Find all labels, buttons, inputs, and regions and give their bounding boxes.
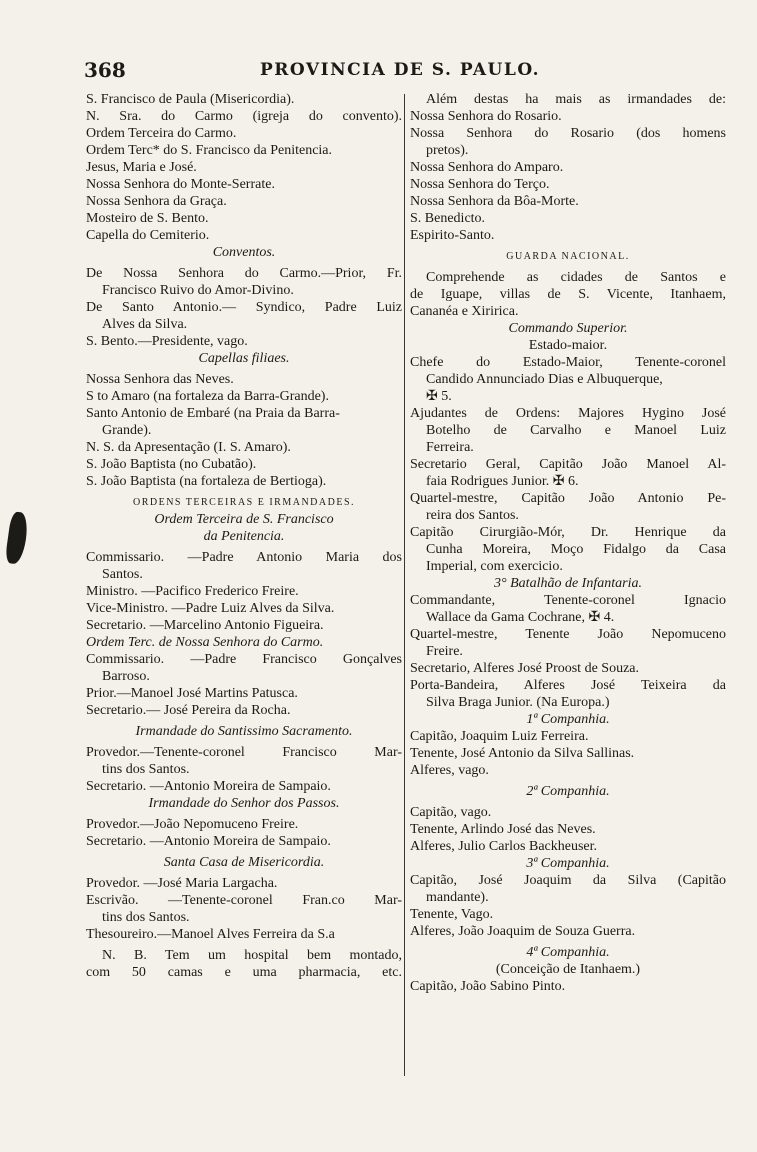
text-line: Capitão, vago. xyxy=(410,805,492,820)
text-line: Ordem Terceira do Carmo. xyxy=(86,126,237,141)
text-line: Chefe do Estado-Maior, Tenente-coronel xyxy=(410,355,726,370)
text-line: Candido Annunciado Dias e Albuquerque, xyxy=(426,372,663,387)
text-line: ORDENS TERCEIRAS E IRMANDADES. xyxy=(132,497,356,508)
text-line: Nossa Senhora das Neves. xyxy=(86,372,234,387)
text-line: Alferes, João Joaquim de Souza Guerra. xyxy=(410,924,636,939)
text-line: Cunha Moreira, Moço Fidalgo da Casa xyxy=(426,542,726,557)
text-line: De Santo Antonio.— Syndico, Padre Luiz xyxy=(86,300,402,315)
text-line: Secretario.— José Pereira da Rocha. xyxy=(86,703,291,718)
text-line: Botelho de Carvalho e Manoel Luiz xyxy=(426,423,726,438)
text-line: Comprehende as cidades de Santos e xyxy=(426,270,726,285)
text-line: S. Francisco de Paula (Misericordia). xyxy=(86,92,295,107)
text-line: 2ª Companhia. xyxy=(526,784,610,799)
text-line: S to Amaro (na fortaleza da Barra-Grande). xyxy=(86,389,329,404)
text-line: Provedor.—João Nepomuceno Freire. xyxy=(86,817,299,832)
text-line: Wallace da Gama Cochrane, ✠ 4. xyxy=(426,610,615,625)
text-line: Capella do Cemiterio. xyxy=(86,228,210,243)
running-title: PROVINCIA DE S. PAULO. xyxy=(260,60,541,80)
text-line: Alferes, vago. xyxy=(410,763,489,778)
text-line: Mosteiro de S. Bento. xyxy=(86,211,209,226)
text-line: ✠ 5. xyxy=(426,389,452,404)
text-line: Barroso. xyxy=(102,669,150,684)
text-line: Commissario. —Padre Francisco Gonçalves xyxy=(86,652,402,667)
text-line: Jesus, Maria e José. xyxy=(86,160,197,175)
text-line: N. S. da Apresentação (I. S. Amaro). xyxy=(86,440,291,455)
text-line: Quartel-mestre, Capitão João Antonio Pe- xyxy=(410,491,726,506)
text-line: Ferreira. xyxy=(426,440,474,455)
text-line: S. João Baptista (no Cubatão). xyxy=(86,457,257,472)
text-line: Nossa Senhora do Amparo. xyxy=(410,160,564,175)
text-line: De Nossa Senhora do Carmo.—Prior, Fr. xyxy=(86,266,402,281)
text-line: Provedor. —José Maria Largacha. xyxy=(86,876,278,891)
text-line: tins dos Santos. xyxy=(102,910,190,925)
text-line: Além destas ha mais as irmandades de: xyxy=(426,92,726,107)
text-line: N. Sra. do Carmo (igreja do convento). xyxy=(86,109,402,124)
text-line: Escrivão. —Tenente-coronel Fran.co Mar- xyxy=(86,893,402,908)
text-line: Estado-maior. xyxy=(528,338,608,353)
text-line: Capitão, Joaquim Luiz Ferreira. xyxy=(410,729,589,744)
text-line: Capitão, José Joaquim da Silva (Capitão xyxy=(410,873,726,888)
text-line: Secretario. —Marcelino Antonio Figueira. xyxy=(86,618,324,633)
text-line: Tenente, Arlindo José das Neves. xyxy=(410,822,596,837)
text-line: Thesoureiro.—Manoel Alves Ferreira da S.a xyxy=(86,927,335,942)
text-line: S. Benedicto. xyxy=(410,211,486,226)
text-line: pretos). xyxy=(426,143,469,158)
text-line: Commissario. —Padre Antonio Maria dos xyxy=(86,550,402,565)
page-number: 368 xyxy=(84,58,126,82)
text-line: Cananéa e Xiririca. xyxy=(410,304,519,319)
text-line: Ordem Terc. de Nossa Senhora do Carmo. xyxy=(86,635,324,650)
text-line: Irmandade do Senhor dos Passos. xyxy=(148,796,340,811)
text-line: Alferes, Julio Carlos Backheuser. xyxy=(410,839,598,854)
text-line: Commando Superior. xyxy=(508,321,628,336)
text-line: Santa Casa de Misericordia. xyxy=(163,855,325,870)
text-line: Espirito-Santo. xyxy=(410,228,495,243)
text-line: Santo Antonio de Embaré (na Praia da Barra- xyxy=(86,406,340,421)
text-line: Tenente, José Antonio da Silva Sallinas. xyxy=(410,746,635,761)
text-line: Nossa Senhora do Monte-Serrate. xyxy=(86,177,275,192)
text-line: GUARDA NACIONAL. xyxy=(506,251,630,262)
text-line: reira dos Santos. xyxy=(426,508,519,523)
text-line: Nossa Senhora do Rosario (dos homens xyxy=(410,126,726,141)
text-line: Ajudantes de Ordens: Majores Hygino José xyxy=(410,406,726,421)
text-line: Secretario. —Antonio Moreira de Sampaio. xyxy=(86,834,331,849)
text-line: Irmandade do Santissimo Sacramento. xyxy=(135,724,353,739)
text-line: Grande). xyxy=(102,423,152,438)
text-line: Commandante, Tenente-coronel Ignacio xyxy=(410,593,726,608)
text-line: Nossa Senhora do Terço. xyxy=(410,177,550,192)
text-line: Ordem Terceira de S. Francisco xyxy=(154,512,334,527)
text-line: Santos. xyxy=(102,567,143,582)
text-line: 4ª Companhia. xyxy=(526,945,610,960)
text-line: Ordem Terc* do S. Francisco da Penitencia. xyxy=(86,143,333,158)
text-line: Porta-Bandeira, Alferes José Teixeira da xyxy=(410,678,726,693)
text-line: Provedor.—Tenente-coronel Francisco Mar- xyxy=(86,745,402,760)
text-line: 3ª Companhia. xyxy=(526,856,610,871)
text-line: tins dos Santos. xyxy=(102,762,190,777)
text-line: Ministro. —Pacifico Frederico Freire. xyxy=(86,584,299,599)
text-line: Quartel-mestre, Tenente João Nepomuceno xyxy=(410,627,726,642)
text-line: Silva Braga Junior. (Na Europa.) xyxy=(426,695,610,710)
text-line: Freire. xyxy=(426,644,463,659)
text-line: da Penitencia. xyxy=(203,529,285,544)
text-line: S. João Baptista (na fortaleza de Bertioga). xyxy=(86,474,327,489)
left-column xyxy=(86,91,402,981)
text-line: Capitão, João Sabino Pinto. xyxy=(410,979,566,994)
right-column xyxy=(410,91,726,995)
text-line: S. Bento.—Presidente, vago. xyxy=(86,334,248,349)
text-line: Prior.—Manoel José Martins Patusca. xyxy=(86,686,298,701)
text-line: Secretario. —Antonio Moreira de Sampaio. xyxy=(86,779,331,794)
text-line: com 50 camas e uma pharmacia, etc. xyxy=(86,965,402,980)
text-line: Nossa Senhora do Rosario. xyxy=(410,109,562,124)
text-line: Nossa Senhora da Bôa-Morte. xyxy=(410,194,579,209)
text-line: Capitão Cirurgião-Mór, Dr. Henrique da xyxy=(410,525,726,540)
ink-blot-mark xyxy=(4,511,29,565)
text-line: N. B. Tem um hospital bem montado, xyxy=(102,948,402,963)
text-line: 3° Batalhão de Infantaria. xyxy=(494,576,642,591)
page-header xyxy=(84,58,724,82)
text-line: mandante). xyxy=(426,890,489,905)
text-line: Vice-Ministro. —Padre Luiz Alves da Silva. xyxy=(86,601,335,616)
text-line: Secretario Geral, Capitão João Manoel Al- xyxy=(410,457,726,472)
text-line: 1ª Companhia. xyxy=(526,712,610,727)
text-line: Nossa Senhora da Graça. xyxy=(86,194,227,209)
text-line: Imperial, com exercicio. xyxy=(426,559,563,574)
text-line: (Conceição de Itanhaem.) xyxy=(495,962,641,977)
text-line: faia Rodrigues Junior. ✠ 6. xyxy=(426,474,579,489)
text-line: Tenente, Vago. xyxy=(410,907,494,922)
text-line: de Iguape, villas de S. Vicente, Itanhaem, xyxy=(410,287,726,302)
text-line: Alves da Silva. xyxy=(102,317,188,332)
text-line: Francisco Ruivo do Amor-Divino. xyxy=(102,283,294,298)
column-divider xyxy=(404,94,405,1076)
text-line: Capellas filiaes. xyxy=(198,351,290,366)
text-line: Secretario, Alferes José Proost de Souza. xyxy=(410,661,639,676)
text-line: Conventos. xyxy=(212,245,276,260)
